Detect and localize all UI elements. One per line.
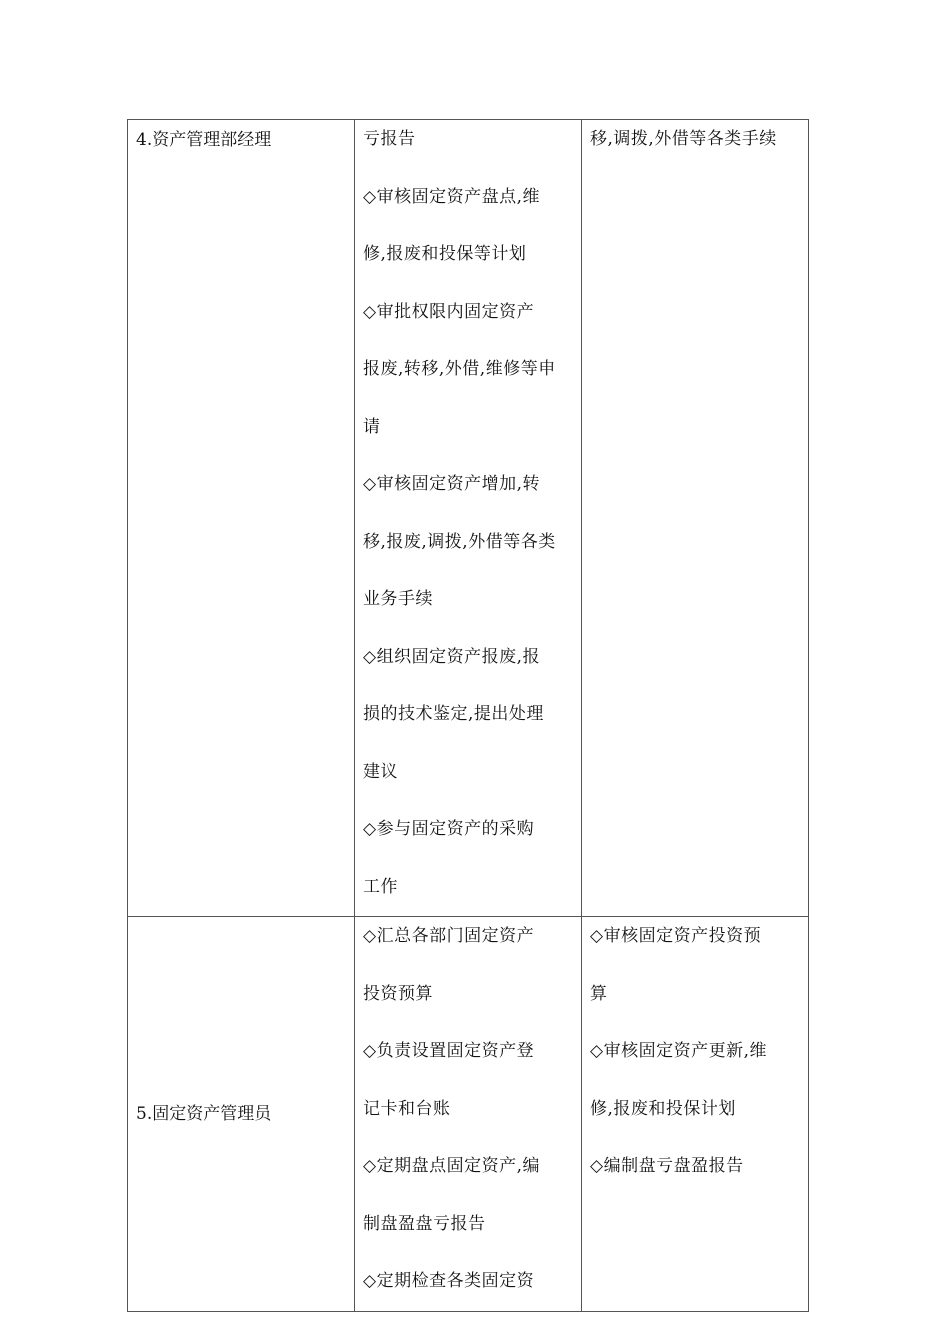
approval-line: ◇编制盘亏盘盈报告 [590,1156,744,1176]
duty-line: ◇定期检查各类固定资 [363,1271,535,1291]
role-cell [128,917,355,1312]
approval-line: 修,报废和投保计划 [590,1098,736,1119]
role-cell [128,120,355,917]
duty-line: 制盘盈盘亏报告 [363,1213,486,1234]
approval-line: ◇审核固定资产投资预 [590,926,762,946]
responsibility-table [127,119,809,1312]
duty-line: 修,报废和投保等计划 [363,244,527,264]
duty-line: 投资预算 [363,983,433,1004]
approval-line: 移,调拨,外借等各类手续 [590,129,777,149]
duty-line: ◇参与固定资产的采购 [363,819,535,839]
duties-cell [355,120,582,917]
duty-line: ◇负责设置固定资产登 [363,1041,535,1061]
approvals-cell [582,120,809,917]
duty-line: 业务手续 [363,589,433,609]
duty-line: 亏报告 [363,129,416,149]
duty-line: 记卡和台账 [363,1098,451,1119]
approval-line: ◇审核固定资产更新,维 [590,1041,767,1061]
approvals-cell [582,917,809,1312]
role-label: 4.资产管理部经理 [136,130,272,150]
duty-line: ◇汇总各部门固定资产 [363,926,535,946]
duties-cell [355,917,582,1312]
duty-line: 报废,转移,外借,维修等申 [363,359,556,379]
table-row [128,917,809,1312]
duty-line: ◇定期盘点固定资产,编 [363,1156,540,1176]
duty-line: 损的技术鉴定,提出处理 [363,704,544,724]
role-label: 5.固定资产管理员 [136,1103,272,1124]
table-row [128,120,809,917]
duty-line: 移,报废,调拨,外借等各类 [363,531,556,552]
duty-line: ◇审批权限内固定资产 [363,301,535,322]
duty-line: ◇审核固定资产增加,转 [363,474,540,494]
duty-line: ◇组织固定资产报废,报 [363,646,540,667]
approval-line: 算 [590,983,608,1004]
duty-line: ◇审核固定资产盘点,维 [363,186,540,207]
duty-line: 请 [363,416,381,437]
duty-line: 工作 [363,876,398,897]
duty-line: 建议 [363,761,398,782]
